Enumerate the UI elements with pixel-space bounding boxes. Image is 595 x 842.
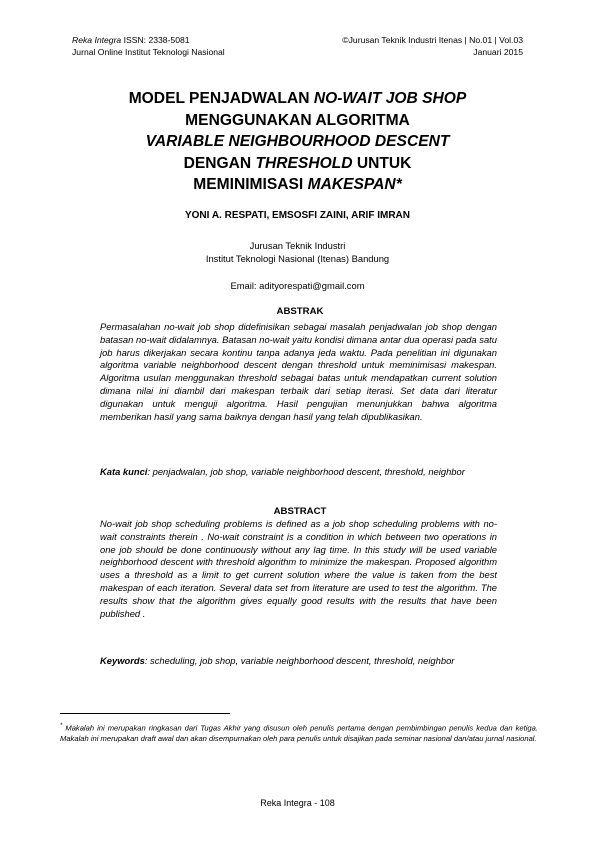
footnote-mark: *	[60, 723, 63, 729]
abstrak-heading: ABSTRAK	[276, 306, 324, 317]
keywords-label: Keywords	[100, 655, 145, 666]
kata-kunci-label: Kata kunci	[100, 466, 148, 477]
paper-title	[60, 88, 535, 196]
journal-name: Reka Integra	[72, 35, 122, 45]
journal-description: Jurnal Online Institut Teknologi Nasional	[72, 47, 225, 57]
title-line-5: MEMINIMISASI MAKESPAN*	[193, 176, 402, 193]
author-email: Email: adityorespati@gmail.com	[230, 280, 365, 291]
page-footer: Reka Integra - 108	[260, 798, 335, 808]
copyright-issue: ©Jurusan Teknik Industri Itenas | No.01 | Vol.03	[342, 35, 523, 45]
title-line-2: MENGGUNAKAN ALGORITMA	[185, 111, 410, 129]
affiliation-institution: Institut Teknologi Nasional (Itenas) Bandung	[205, 253, 390, 265]
affiliation-department: Jurusan Teknik Industri	[249, 240, 346, 251]
footnote	[60, 721, 538, 745]
kata-kunci-text: : penjadwalan, job shop, variable neighborhood descent, threshold, neighbor	[147, 466, 465, 477]
abstract-heading: ABSTRACT	[273, 506, 327, 517]
author-list: YONI A. RESPATI, EMSOSFI ZAINI, ARIF IMRAN	[184, 210, 410, 221]
issue-date: Januari 2015	[473, 47, 523, 57]
title-line-3: VARIABLE NEIGHBOURHOOD DESCENT	[145, 133, 450, 150]
affiliation	[60, 239, 535, 265]
issn: ISSN: 2338-5081	[121, 35, 190, 45]
abstrak-text: Permasalahan no-wait job shop didefinisikan sebagai masalah penjadwalan job shop dengan batasan no-wait didalamnya. Batasan no-wait yaitu kondisi dimana antar dua operasi pada satu job harus dikerjakan secara kontinu tanpa adanya jeda waktu. Pada penelitian ini digunakan algoritma variable neighborhood descent dengan threshold untuk meminimisasi makespan. Algoritma usulan menggunakan threshold sebagai batas untuk mendapatkan current solution dimana nilai ini diambil dari makespan terbaik dari setiap iterasi. Set data dari literatur digunakan untuk menguji algoritma. Hasil pengujian menunjukkan bahwa algoritma memberikan hasil yang sama baiknya dengan hasil yang telah dipublikasikan.	[100, 321, 497, 422]
running-header-left	[72, 34, 225, 58]
kata-kunci	[100, 466, 497, 479]
footnote-rule	[60, 713, 230, 714]
footnote-text: Makalah ini merupakan ringkasan dari Tugas Akhir yang disusun oleh penulis pertama dengan pembimbingan penulis kedua dan ketiga. Makalah ini merupakan draft awal dan akan disempurnakan oleh para penulis untuk disajikan pada seminar nasional dan/atau jurnal nasional.	[60, 723, 538, 744]
running-header-right	[342, 34, 523, 58]
keywords-text: : scheduling, job shop, variable neighborhood descent, threshold, neighbor	[144, 655, 455, 666]
keywords	[100, 655, 497, 668]
title-line-4: DENGAN THRESHOLD UNTUK	[183, 154, 412, 172]
title-line-1: MODEL PENJADWALAN NO-WAIT JOB SHOP	[128, 90, 467, 107]
abstract-text: No-wait job shop scheduling problems is defined as a job shop scheduling problems with no-wait constraints therein . No-wait constraint is a condition in which between two operations in one job should be done continuously without any lag time. In this study will be used variable neighborhood descent with threshold algorithm to minimize the makespan. Proposed algorithm uses a threshold as a limit to get current solution where the value is taken from the best makespan of each iteration. Several data set from literature are used to test the algorithm. The results show that the algorithm gives equally good results with the results that have been published .	[100, 518, 497, 619]
